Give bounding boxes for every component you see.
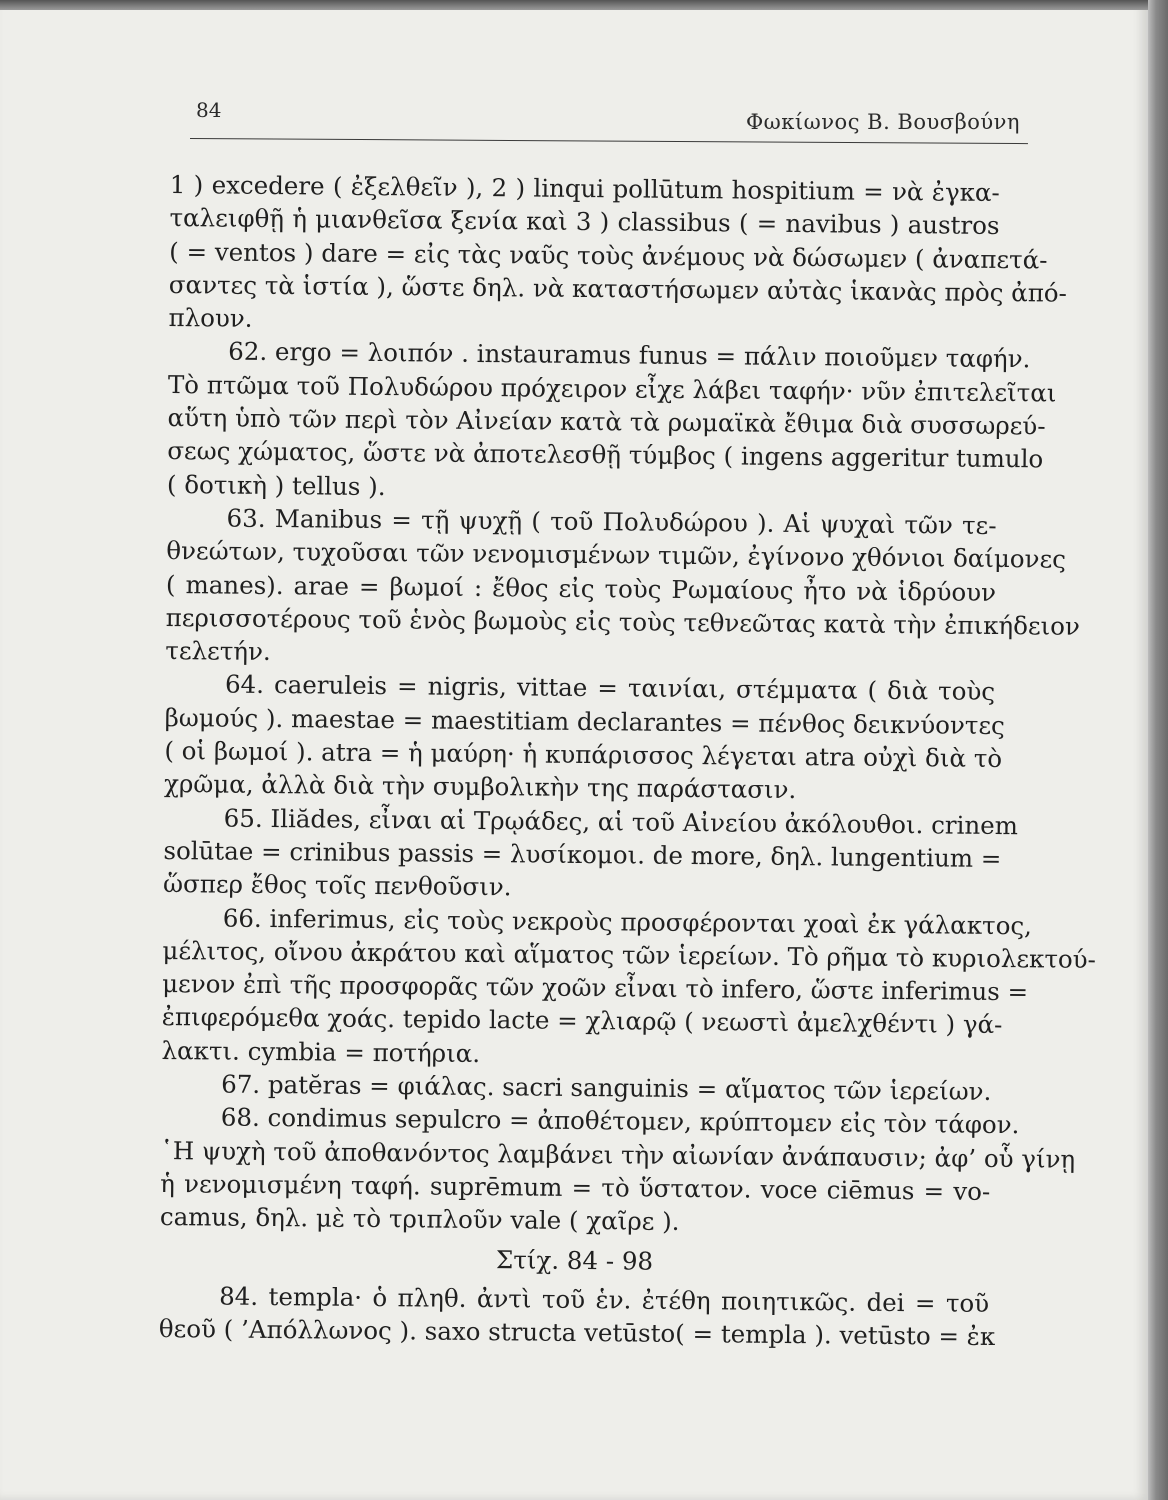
scan-top-edge [0, 0, 1168, 10]
text-line: σαντες τὰ ἱστία ), ὥστε δηλ. νὰ καταστήσωμεν αὐτὰς ἱκανὰς πρὸς ἀπό- [168, 269, 1068, 308]
text-line: solūtae = crinibus passis = λυσίκομοι. de more, δηλ. lungentium = [163, 835, 1002, 873]
text-line: τελετήν. [165, 636, 271, 667]
text-line: 1 ) excedere ( ἐξελθεῖν ), 2 ) linqui pollūtum hospitium = νὰ ἐγκα- [169, 169, 1000, 207]
text-line: 64. caeruleis = nigris, vittae = ταινίαι, στέμματα ( διὰ τοὺς [224, 670, 996, 707]
text-line: ῾Η ψυχὴ τοῦ ἀποθανόντος λαμβάνει τὴν αἰωνίαν ἀνάπαυσιν; ἀφ’ οὗ γίνῃ [160, 1135, 1076, 1174]
text-line: ἡ νενομισμένη ταφή. suprēmum = τὸ ὕστατον. voce ciēmus = vo- [160, 1168, 991, 1206]
text-line: ( οἱ βωμοί ). atra = ἡ μαύρη· ἡ κυπάρισσος λέγεται atra οὐχὶ διὰ τὸ [164, 736, 1003, 774]
section-heading: Στίχ. 84 - 98 [495, 1244, 654, 1276]
page-header [190, 96, 1020, 136]
text-line: λακτι. cymbia = ποτήρια. [161, 1035, 481, 1068]
running-head: Φωκίωνος Β. Βουσβούνη [745, 110, 1020, 134]
text-line: ( manes). arae = βωμοί : ἔθος εἰς τοὺς Ρωμαίους ἦτο νὰ ἱδρύουν [165, 569, 997, 607]
scan-right-edge [1148, 0, 1168, 1500]
text-line: ταλειφθῇ ἡ μιανθεῖσα ξενία καὶ 3 ) classibus ( = navibus ) austros [169, 203, 1000, 241]
text-line: θνεώτων, τυχοῦσαι τῶν νενομισμένων τιμῶν, ἐγίνονο χθόνιοι δαίμονες [166, 536, 1067, 574]
text-line: σεως χώματος, ὥστε νὰ ἀποτελεσθῇ τύμβος ( ingens aggeritur tumulo [167, 436, 1044, 474]
text-line: χρῶμα, ἀλλὰ διὰ τὴν συμβολικὴν της παράστασιν. [163, 769, 797, 805]
text-line: αὕτη ὑπὸ τῶν περὶ τὸν Αἰνείαν κατὰ τὰ ρωμαϊκὰ ἔθιμα διὰ συσσωρεύ- [167, 403, 1046, 441]
text-line: ἐπιφερόμεθα χοάς. tepido lacte = χλιαρῷ ( νεωστὶ ἀμελχθέντι ) γά- [161, 1002, 1003, 1040]
text-line: Τὸ πτῶμα τοῦ Πολυδώρου πρόχειρον εἶχε λάβει ταφήν· νῦν ἐπιτελεῖται [167, 369, 1057, 408]
text-line: πλουν. [168, 303, 253, 333]
text-line: 68. condimus sepulcro = ἀποθέτομεν, κρύπτομεν εἰς τὸν τάφον. [220, 1102, 1020, 1140]
text-line: camus, δηλ. μὲ τὸ τριπλοῦν vale ( χαῖρε ). [159, 1202, 680, 1237]
text-line: 67. patĕras = φιάλας. sacri sanguinis = αἵματος τῶν ἱερείων. [221, 1069, 992, 1106]
text-line: 65. Iliădes, εἶναι αἱ Τρῳάδες, αἱ τοῦ Αἰνείου ἀκόλουθοι. crinem [223, 803, 1019, 840]
text-line: μενον ἐπὶ τῆς προσφορᾶς τῶν χοῶν εἶναι τὸ infero, ὥστε inferimus = [162, 969, 1029, 1007]
text-line: περισσοτέρους τοῦ ἑνὸς βωμοὺς εἰς τοὺς τεθνεῶτας κατὰ τὴν ἐπικήδειον [165, 602, 1080, 641]
header-rule [190, 138, 1028, 144]
text-line: 84. templa· ὁ πληθ. ἀντὶ τοῦ ἑν. ἐτέθη ποιητικῶς. dei = τοῦ [219, 1281, 990, 1318]
text-line: μέλιτος, οἴνου ἀκράτου καὶ αἵματος τῶν ἱερείων. Τὸ ρῆμα τὸ κυριολεκτού- [162, 935, 1097, 974]
text-line: ὥσπερ ἔθος τοῖς πενθοῦσιν. [162, 869, 512, 902]
text-line: ( δοτικὴ ) tellus ). [166, 469, 386, 501]
text-line: βωμούς ). maestae = maestitiam declarantes = πένθος δεικνύοντες [164, 702, 1005, 740]
text-line: 62. ergo = λοιπόν . instauramus funus = πάλιν ποιοῦμεν ταφήν. [228, 337, 1031, 374]
text-line: θεοῦ ( ’Απόλλωνος ). saxo structa vetūsto( = templa ). vetūsto = ἐκ [158, 1314, 996, 1352]
text-line: 66. inferimus, εἰς τοὺς νεκροὺς προσφέρονται χοαὶ ἐκ γάλακτος, [222, 903, 1033, 940]
body-text [158, 168, 1097, 1353]
text-line: 63. Manibus = τῇ ψυχῇ ( τοῦ Πολυδώρου ). Αἱ ψυχαὶ τῶν τε- [226, 503, 997, 540]
page-number: 84 [196, 98, 222, 122]
text-line: ( = ventos ) dare = εἰς τὰς ναῦς τοὺς ἀνέμους νὰ δώσωμεν ( ἀναπετά- [169, 236, 1048, 275]
